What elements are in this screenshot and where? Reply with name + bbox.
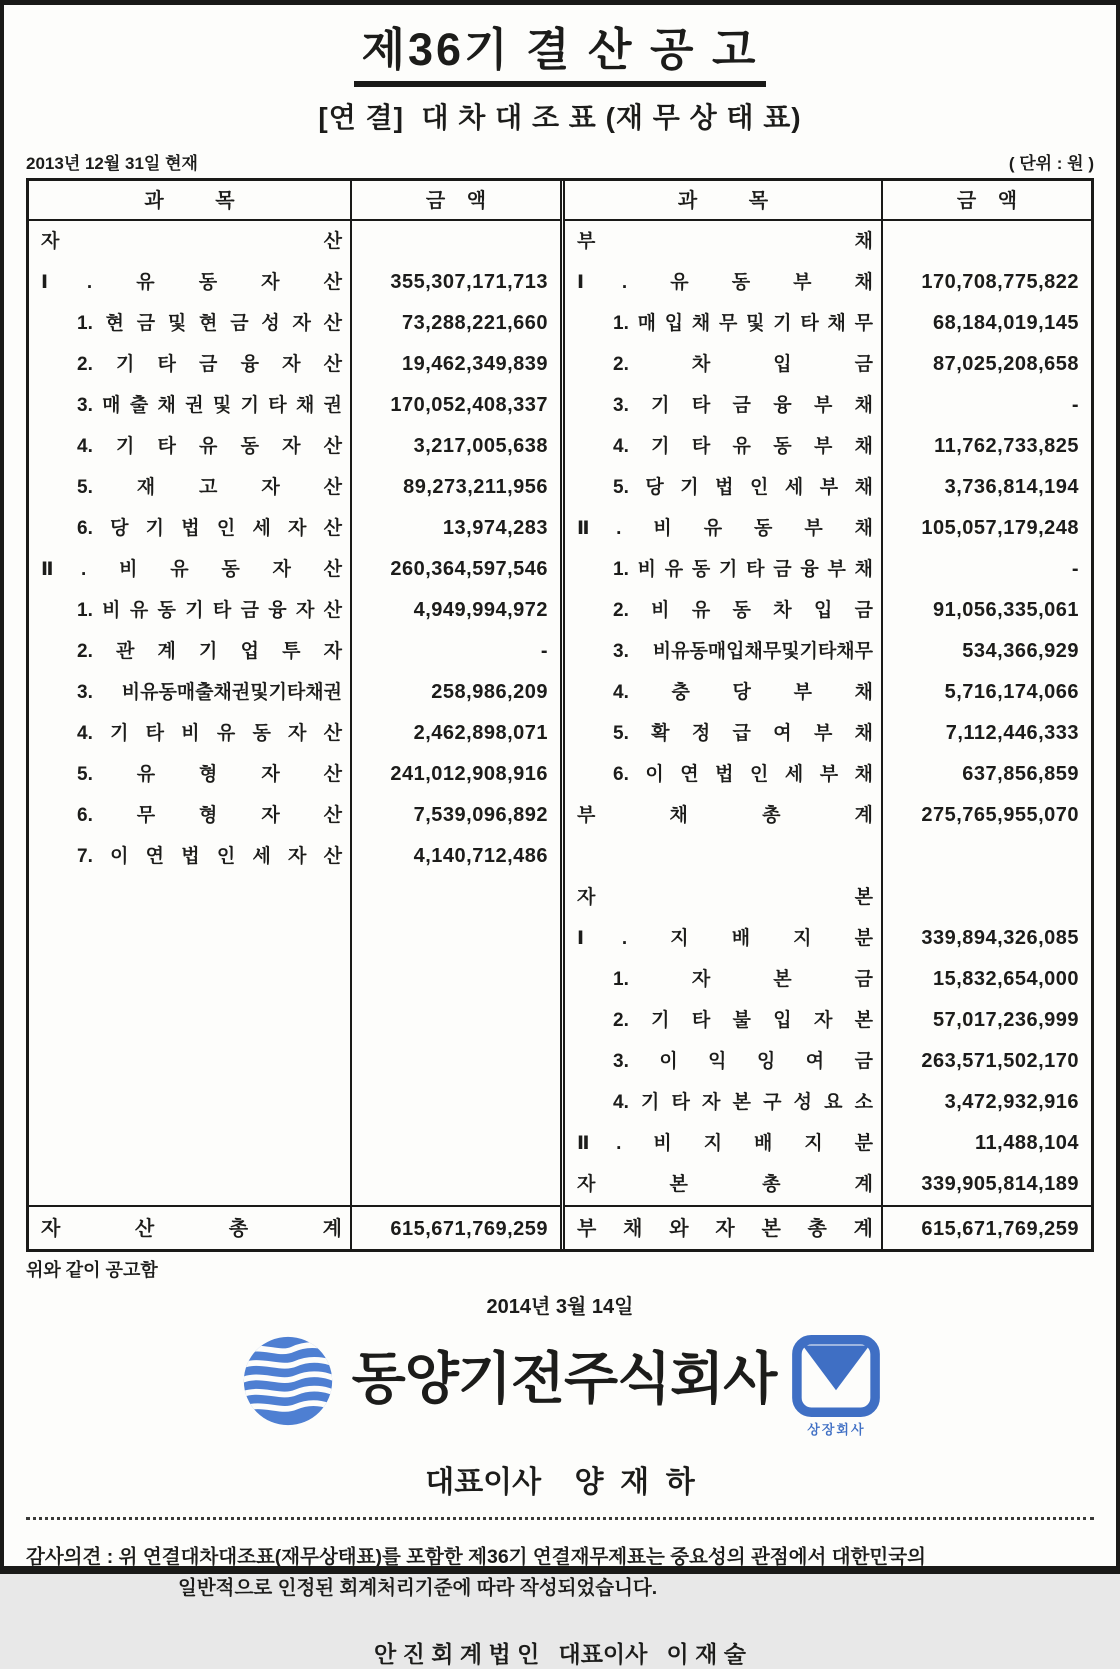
amount-value: 3,736,814,194 bbox=[881, 467, 1091, 508]
account-label: 4. 기 타 유 동 부 채 bbox=[613, 436, 873, 457]
listed-badge-label: 상장회사 bbox=[807, 1422, 866, 1437]
table-row bbox=[29, 877, 560, 918]
table-row bbox=[565, 549, 1091, 590]
assets-header-row bbox=[29, 181, 560, 221]
table-row bbox=[29, 426, 560, 467]
ceo-line: 대표이사 양 재 하 bbox=[425, 1466, 695, 1499]
amount-value: 339,905,814,189 bbox=[881, 1164, 1091, 1205]
table-row bbox=[29, 836, 560, 877]
amount-value bbox=[881, 221, 1091, 262]
table-row bbox=[565, 508, 1091, 549]
table-row bbox=[29, 754, 560, 795]
amount-value: 275,765,955,070 bbox=[881, 795, 1091, 836]
amount-value: 89,273,211,956 bbox=[350, 467, 560, 508]
amount-value: 170,708,775,822 bbox=[881, 262, 1091, 303]
amount-value: 637,856,859 bbox=[881, 754, 1091, 795]
assets-section bbox=[29, 181, 560, 1249]
account-label: Ⅱ. 비 유 동 자 산 bbox=[41, 559, 342, 580]
table-row bbox=[565, 1082, 1091, 1123]
table-row bbox=[29, 262, 560, 303]
amount-value: 3,472,932,916 bbox=[881, 1082, 1091, 1123]
account-label: 1. 자 본 금 bbox=[613, 969, 873, 990]
table-row bbox=[565, 918, 1091, 959]
table-row bbox=[565, 1000, 1091, 1041]
table-row bbox=[565, 1041, 1091, 1082]
account-label: 6. 이 연 법 인 세 부 채 bbox=[613, 764, 873, 785]
account-label: Ⅰ. 유 동 자 산 bbox=[41, 272, 342, 293]
table-row bbox=[29, 959, 560, 1000]
account-label: 5. 확 정 급 여 부 채 bbox=[613, 723, 873, 744]
account-label: 부 채 bbox=[577, 231, 873, 252]
table-row bbox=[29, 795, 560, 836]
account-label: 1. 비 유 동 기 타 금 융 부 채 bbox=[613, 559, 873, 580]
listed-badge-icon bbox=[792, 1335, 880, 1417]
announcement-note: 위와 같이 공고함 bbox=[26, 1260, 158, 1280]
table-row bbox=[565, 631, 1091, 672]
account-label: 5. 재 고 자 산 bbox=[77, 477, 342, 498]
table-row bbox=[565, 385, 1091, 426]
account-label: 2. 비 유 동 차 입 금 bbox=[613, 600, 873, 621]
amount-value: 263,571,502,170 bbox=[881, 1041, 1091, 1082]
table-row bbox=[565, 1164, 1091, 1205]
account-label: 자 본 총 계 bbox=[577, 1174, 873, 1195]
amount-value bbox=[881, 877, 1091, 918]
table-row bbox=[565, 262, 1091, 303]
company-name: 동양기전주식회사 bbox=[351, 1347, 777, 1410]
table-row bbox=[29, 1000, 560, 1041]
amount-value: 7,539,096,892 bbox=[350, 795, 560, 836]
account-label: 1. 매 입 채 무 및 기 타 채 무 bbox=[613, 313, 873, 334]
assets-body bbox=[29, 221, 560, 1205]
col-header-amount: 금 액 bbox=[350, 181, 560, 219]
account-label: Ⅱ. 비 지 배 지 분 bbox=[577, 1133, 873, 1154]
amount-value: 5,716,174,066 bbox=[881, 672, 1091, 713]
table-row bbox=[565, 426, 1091, 467]
table-row bbox=[565, 467, 1091, 508]
account-label: 3. 매 출 채 권 및 기 타 채 권 bbox=[77, 395, 342, 416]
audit-opinion-line2: 일반적으로 인정된 회계처리기준에 따라 작성되었습니다. bbox=[178, 1577, 658, 1600]
listed-company-badge bbox=[792, 1335, 880, 1438]
table-row bbox=[565, 303, 1091, 344]
col-header-amount: 금 액 bbox=[881, 181, 1091, 219]
assets-total-row bbox=[29, 1205, 560, 1249]
account-label: 3. 이 익 잉 여 금 bbox=[613, 1051, 873, 1072]
table-row bbox=[29, 344, 560, 385]
amount-value: 534,366,929 bbox=[881, 631, 1091, 672]
amount-value: 57,017,236,999 bbox=[881, 1000, 1091, 1041]
amount-value: - bbox=[881, 385, 1091, 426]
amount-value: 4,140,712,486 bbox=[350, 836, 560, 877]
amount-value: 615,671,769,259 bbox=[350, 1207, 560, 1249]
amount-value: 15,832,654,000 bbox=[881, 959, 1091, 1000]
account-label: 부 채 와 자 본 총 계 bbox=[577, 1218, 873, 1240]
unit-label: ( 단위 : 원 ) bbox=[1008, 154, 1094, 173]
account-label: 2. 차 입 금 bbox=[613, 354, 873, 375]
table-row bbox=[565, 221, 1091, 262]
auditor-line: 안 진 회 계 법 인 대표이사 이 재 술 bbox=[374, 1641, 746, 1668]
account-label: 2. 기 타 금 융 자 산 bbox=[77, 354, 342, 375]
account-label: 4. 충 당 부 채 bbox=[613, 682, 873, 703]
account-label: 4. 기 타 비 유 동 자 산 bbox=[77, 723, 342, 744]
account-label: Ⅰ. 유 동 부 채 bbox=[577, 272, 873, 293]
table-row bbox=[29, 221, 560, 262]
amount-value: 170,052,408,337 bbox=[350, 385, 560, 426]
account-label: 2. 관 계 기 업 투 자 bbox=[77, 641, 342, 662]
account-label: Ⅰ. 지 배 지 분 bbox=[577, 928, 873, 949]
table-row bbox=[29, 303, 560, 344]
amount-value: 7,112,446,333 bbox=[881, 713, 1091, 754]
account-label: 3. 비유동매출채권및기타채권 bbox=[77, 682, 342, 703]
table-row bbox=[29, 385, 560, 426]
globe-logo-icon bbox=[240, 1333, 336, 1429]
amount-value: 13,974,283 bbox=[350, 508, 560, 549]
amount-value: 241,012,908,916 bbox=[350, 754, 560, 795]
liabilities-equity-section bbox=[560, 181, 1091, 1249]
table-row bbox=[565, 754, 1091, 795]
table-row bbox=[565, 672, 1091, 713]
amount-value: 4,949,994,972 bbox=[350, 590, 560, 631]
account-label: Ⅱ. 비 유 동 부 채 bbox=[577, 518, 873, 539]
table-row bbox=[29, 672, 560, 713]
dotted-divider bbox=[26, 1517, 1094, 1520]
table-row bbox=[29, 1164, 560, 1205]
table-row bbox=[565, 836, 1091, 877]
liabilities-header-row bbox=[565, 181, 1091, 221]
table-row bbox=[29, 549, 560, 590]
account-label: 자 산 bbox=[41, 231, 342, 252]
account-label: 1. 비 유 동 기 타 금 융 자 산 bbox=[77, 600, 342, 621]
table-row bbox=[565, 795, 1091, 836]
as-of-date: 2013년 12월 31일 현재 bbox=[26, 154, 198, 173]
doc-subtitle: [연 결] 대 차 대 조 표 (재 무 상 태 표) bbox=[318, 102, 802, 133]
amount-value: 11,762,733,825 bbox=[881, 426, 1091, 467]
table-row bbox=[565, 959, 1091, 1000]
account-label: 4. 기 타 자 본 구 성 요 소 bbox=[613, 1092, 873, 1113]
table-row bbox=[565, 713, 1091, 754]
account-label: 3. 비유동매입채무및기타채무 bbox=[613, 641, 873, 662]
amount-value: - bbox=[350, 631, 560, 672]
amount-value: 11,488,104 bbox=[881, 1123, 1091, 1164]
account-label: 1. 현 금 및 현 금 성 자 산 bbox=[77, 313, 342, 334]
audit-opinion bbox=[26, 1542, 1094, 1604]
table-row bbox=[29, 918, 560, 959]
table-row bbox=[29, 1082, 560, 1123]
account-label: 6. 당 기 법 인 세 자 산 bbox=[77, 518, 342, 539]
table-row bbox=[29, 631, 560, 672]
col-header-account: 과 목 bbox=[677, 190, 769, 212]
account-label: 5. 유 형 자 산 bbox=[77, 764, 342, 785]
table-row bbox=[565, 590, 1091, 631]
amount-value bbox=[350, 221, 560, 262]
account-label: 6. 무 형 자 산 bbox=[77, 805, 342, 826]
table-row bbox=[565, 344, 1091, 385]
table-row bbox=[29, 1123, 560, 1164]
account-label: 자 본 bbox=[577, 887, 873, 908]
amount-value: 355,307,171,713 bbox=[350, 262, 560, 303]
account-label: 4. 기 타 유 동 자 산 bbox=[77, 436, 342, 457]
col-header-account: 과 목 bbox=[144, 190, 235, 212]
meta-row bbox=[26, 149, 1094, 174]
table-row bbox=[29, 508, 560, 549]
company-logo-row bbox=[26, 1329, 1094, 1445]
amount-value: 3,217,005,638 bbox=[350, 426, 560, 467]
table-row bbox=[29, 713, 560, 754]
account-label: 7. 이 연 법 인 세 자 산 bbox=[77, 846, 342, 867]
table-row bbox=[565, 1123, 1091, 1164]
amount-value: 19,462,349,839 bbox=[350, 344, 560, 385]
account-label: 부 채 총 계 bbox=[577, 805, 873, 826]
amount-value: 2,462,898,071 bbox=[350, 713, 560, 754]
amount-value: 258,986,209 bbox=[350, 672, 560, 713]
table-row bbox=[29, 1041, 560, 1082]
table-row bbox=[565, 877, 1091, 918]
account-label: 2. 기 타 불 입 자 본 bbox=[613, 1010, 873, 1031]
amount-value: 68,184,019,145 bbox=[881, 303, 1091, 344]
amount-value: - bbox=[881, 549, 1091, 590]
account-label: 3. 기 타 금 융 부 채 bbox=[613, 395, 873, 416]
amount-value: 105,057,179,248 bbox=[881, 508, 1091, 549]
table-row bbox=[29, 467, 560, 508]
amount-value: 91,056,335,061 bbox=[881, 590, 1091, 631]
balance-sheet-table bbox=[26, 178, 1094, 1252]
amount-value: 339,894,326,085 bbox=[881, 918, 1091, 959]
amount-value: 73,288,221,660 bbox=[350, 303, 560, 344]
liabilities-equity-body bbox=[565, 221, 1091, 1205]
account-label: 자 산 총 계 bbox=[41, 1218, 342, 1240]
account-label: 5. 당 기 법 인 세 부 채 bbox=[613, 477, 873, 498]
doc-title: 제36기 결 산 공 고 bbox=[354, 13, 767, 87]
amount-value: 615,671,769,259 bbox=[881, 1207, 1091, 1249]
table-row bbox=[29, 590, 560, 631]
announcement-date: 2014년 3월 14일 bbox=[486, 1296, 634, 1318]
liabilities-equity-total-row bbox=[565, 1205, 1091, 1249]
amount-value: 260,364,597,546 bbox=[350, 549, 560, 590]
amount-value: 87,025,208,658 bbox=[881, 344, 1091, 385]
audit-opinion-line1: 감사의견 : 위 연결대차대조표(재무상태표)를 포함한 제36기 연결재무제표는 중요성의 관점에서 대한민국의 bbox=[26, 1546, 926, 1568]
